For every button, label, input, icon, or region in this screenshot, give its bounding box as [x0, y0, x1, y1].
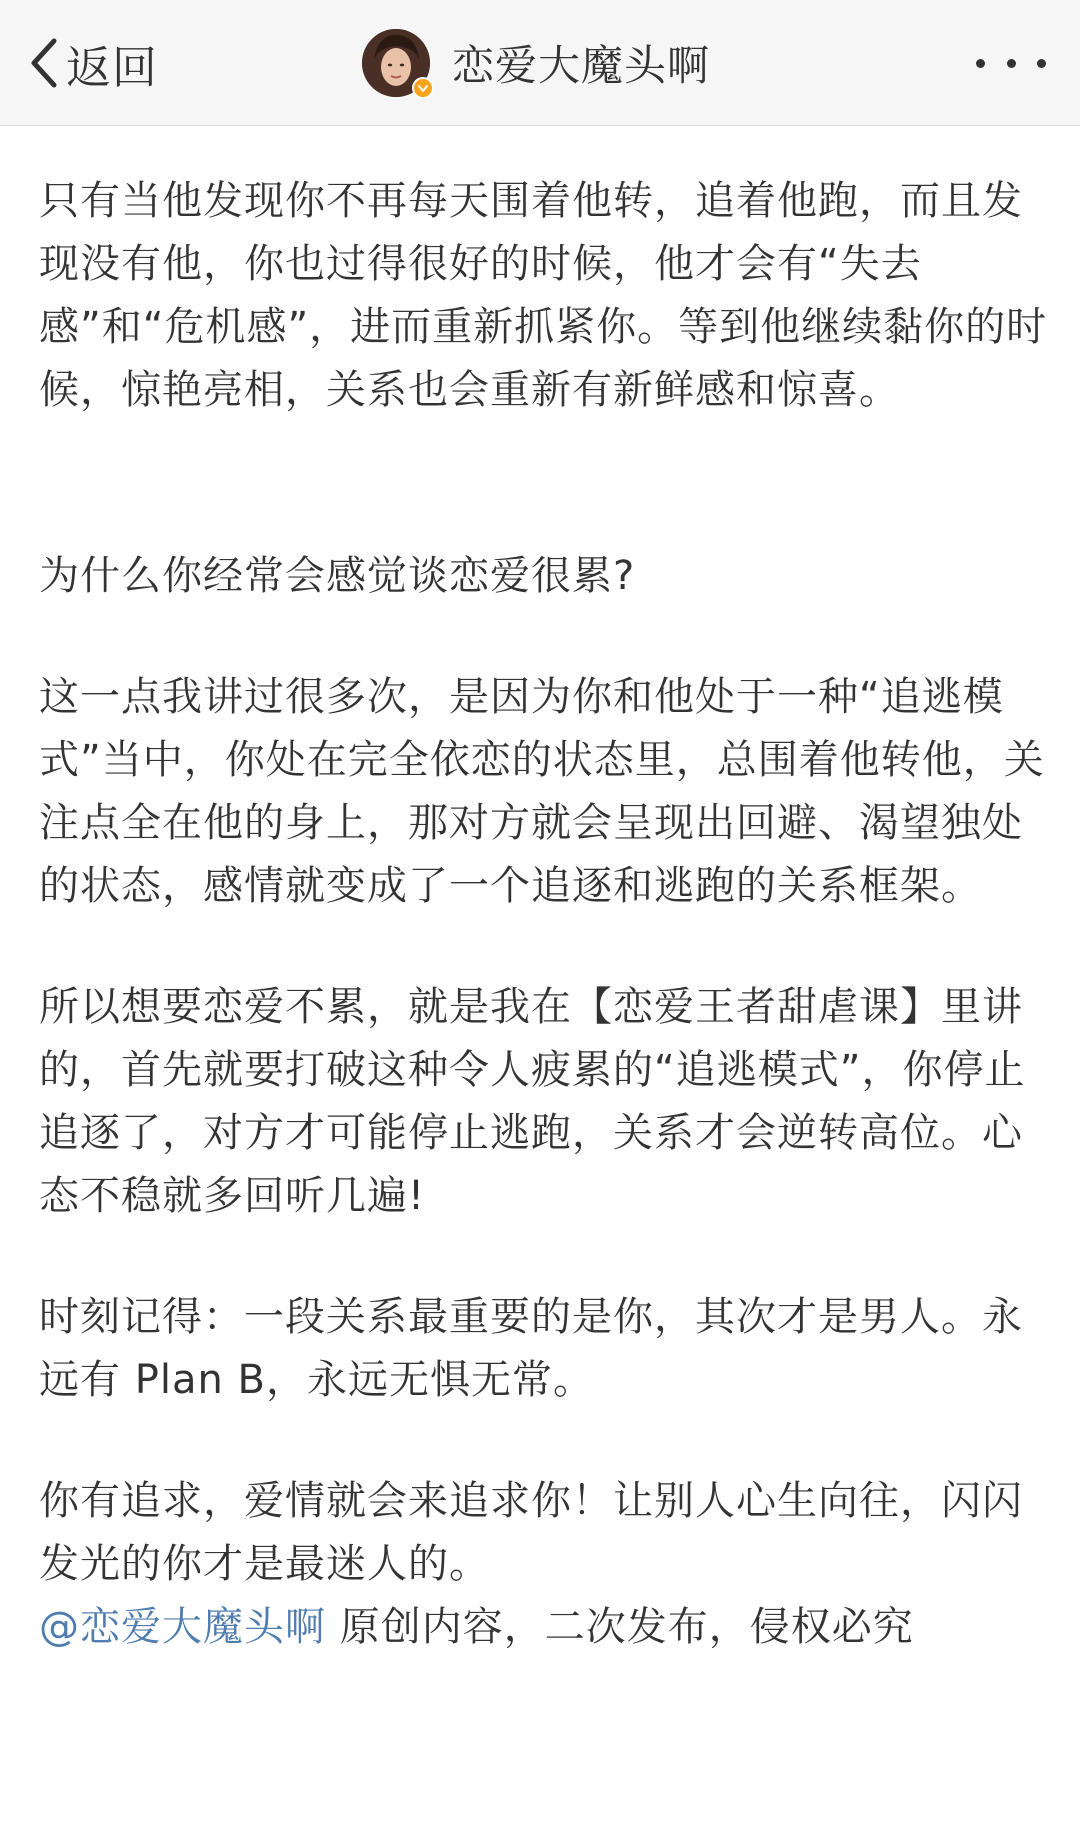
back-button[interactable]: [30, 28, 158, 98]
verified-badge-icon: [412, 77, 434, 99]
mention-link[interactable]: @恋爱大魔头啊: [39, 1604, 326, 1650]
back-label: 返回: [66, 40, 159, 94]
account-profile[interactable]: [362, 26, 710, 100]
copyright-line: [39, 1596, 1049, 1659]
top-navigation-bar: [0, 0, 1080, 126]
post-paragraph: 所以想要恋爱不累，就是我在【恋爱王者甜虐课】里讲的，首先就要打破这种令人疲累的“追逃模式”，你停止追逐了，对方才可能停止逃跑，关系才会逆转高位。心态不稳就多回听几遍!: [39, 984, 1026, 1219]
chevron-left-icon: [30, 38, 58, 88]
more-dot: [1037, 59, 1046, 68]
post-paragraph: 这一点我讲过很多次，是因为你和他处于一种“追逃模式”当中，你处在完全依恋的状态里，总围着他转他，关注点全在他的身上，那对方就会呈现出回避、渴望独处的状态，感情就变成了一个追逐和逃跑的关系框架。: [39, 674, 1045, 909]
post-paragraph: 只有当他发现你不再每天围着他转，追着他跑，而且发现没有他，你也过得很好的时候，他才会有“失去感”和“危机感”，进而重新抓紧你。等到他继续黏你的时候，惊艳亮相，关系也会重新有新鲜感和惊喜。: [39, 178, 1048, 413]
post-paragraph: 时刻记得：一段关系最重要的是你，其次才是男人。永远有 Plan B，永远无惧无常。: [39, 1294, 1023, 1403]
post-content: [39, 170, 1049, 1659]
more-options-button[interactable]: [976, 40, 1046, 86]
copyright-text: 原创内容，二次发布，侵权必究: [326, 1604, 914, 1650]
more-dot: [1007, 59, 1016, 68]
post-paragraph: 为什么你经常会感觉谈恋爱很累?: [39, 553, 636, 599]
post-paragraph: 你有追求，爱情就会来追求你！让别人心生向往，闪闪发光的你才是最迷人的。: [39, 1478, 1023, 1587]
avatar[interactable]: [362, 29, 430, 97]
more-horizontal-icon: [976, 59, 985, 68]
account-name[interactable]: 恋爱大魔头啊: [452, 41, 711, 90]
